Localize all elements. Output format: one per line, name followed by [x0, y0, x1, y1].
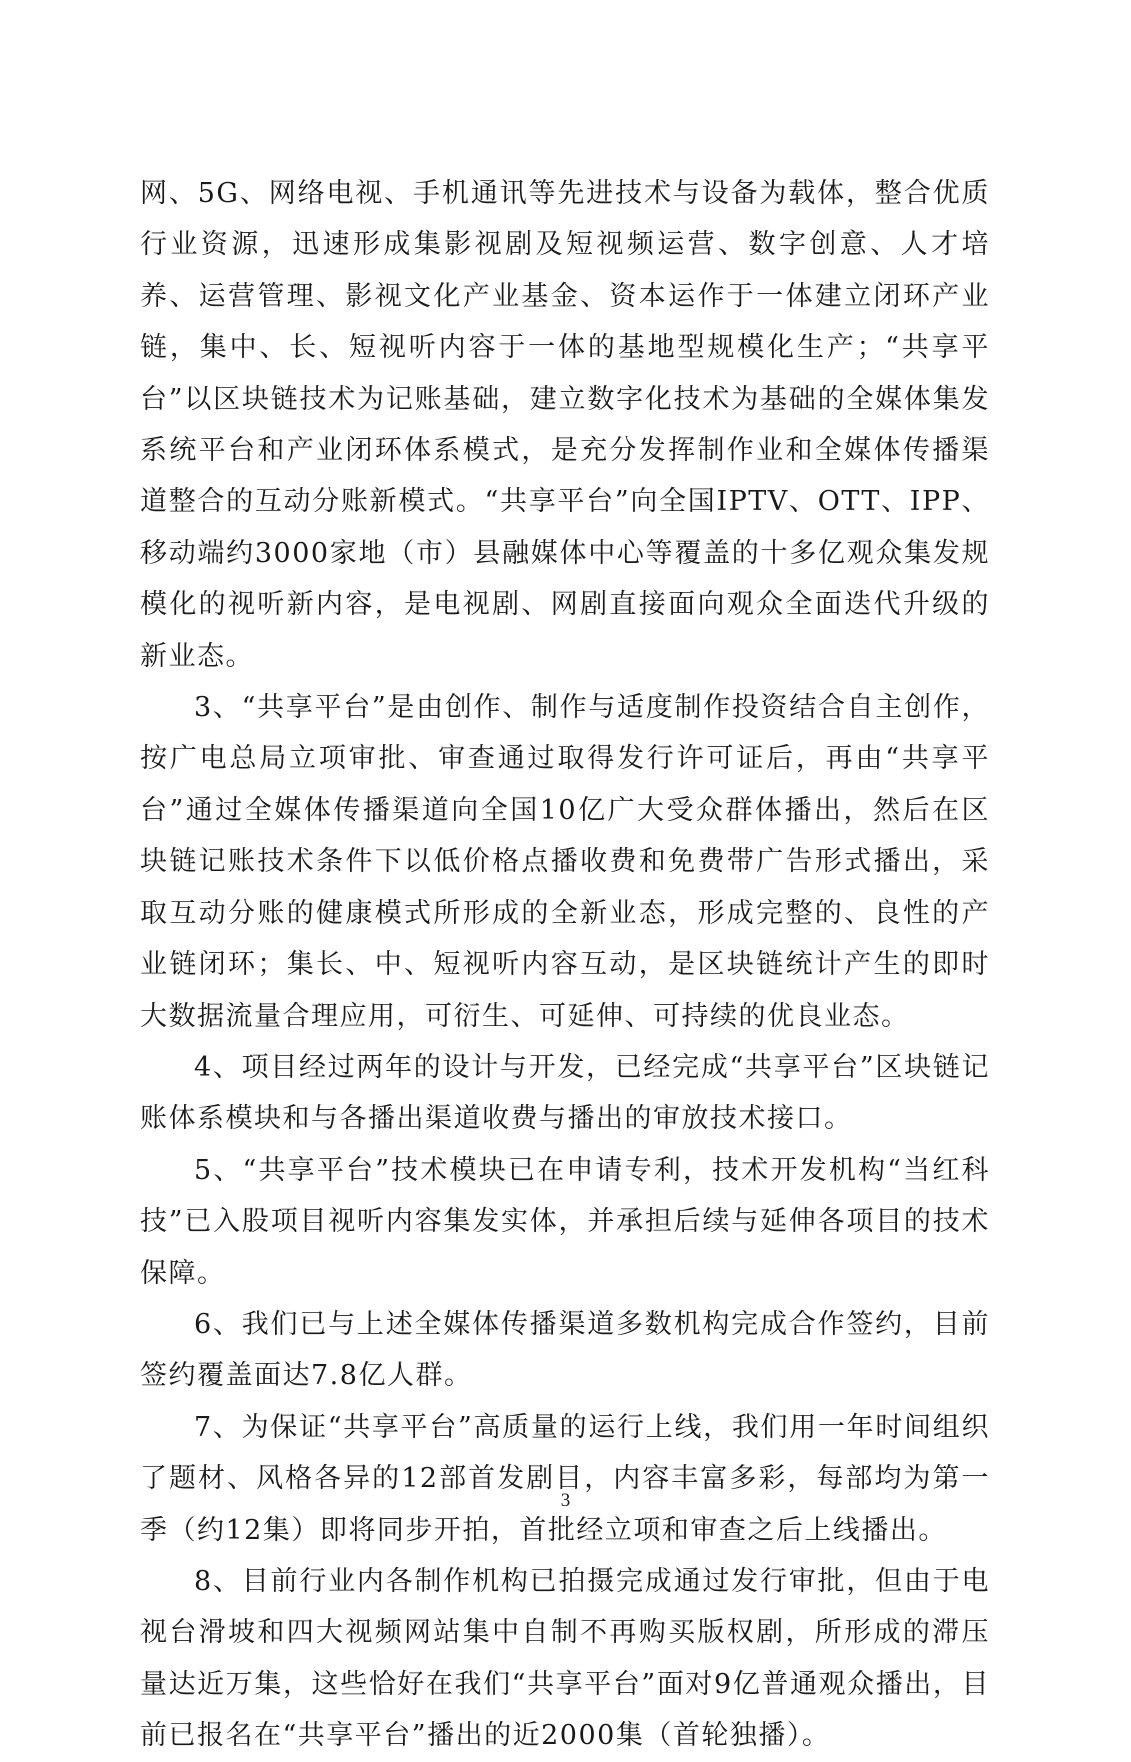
paragraph-item-3: 3、“共享平台”是由创作、制作与适度制作投资结合自主创作，按广电总局立项审批、审查通过取得发行许可证后，再由“共享平台”通过全媒体传播渠道向全国10亿广大受众群体播出，然后在区块链记账技术条件下以低价格点播收费和免费带广告形式播出，采取互动分账的健康模式所形成的全新业态，形成完整的、良性的产业链闭环；集长、中、短视听内容互动，是区块链统计产生的即时大数据流量合理应用，可衍生、可延伸、可持续的优良业态。 [140, 692, 990, 1032]
paragraph-continuation: 网、5G、网络电视、手机通讯等先进技术与设备为载体，整合优质行业资源，迅速形成集影视剧及短视频运营、数字创意、人才培养、运营管理、影视文化产业基金、资本运作于一体建立闭环产业链，集中、长、短视听内容于一体的基地型规模化生产；“共享平台”以区块链技术为记账基础，建立数字化技术为基础的全媒体集发系统平台和产业闭环体系模式，是充分发挥制作业和全媒体传播渠道整合的互动分账新模式。“共享平台”向全国IPTV、OTT、IPP、移动端约3000家地（市）县融媒体中心等覆盖的十多亿观众集发规模化的视听新内容，是电视剧、网剧直接面向观众全面迭代升级的新业态。 [140, 178, 990, 672]
paragraph-item-5: 5、“共享平台”技术模块已在申请专利，技术开发机构“当红科技”已入股项目视听内容集发实体，并承担后续与延伸各项目的技术保障。 [140, 1154, 990, 1289]
paragraph-item-6: 6、我们已与上述全媒体传播渠道多数机构完成合作签约，目前签约覆盖面达7.8亿人群。 [140, 1308, 990, 1392]
paragraph-item-7: 7、为保证“共享平台”高质量的运行上线，我们用一年时间组织了题材、风格各异的12部首发剧目，内容丰富多彩，每部均为第一季（约12集）即将同步开拍，首批经立项和审查之后上线播出。 [140, 1411, 990, 1546]
paragraph-item-4: 4、项目经过两年的设计与开发，已经完成“共享平台”区块链记账体系模块和与各播出渠道收费与播出的审放技术接口。 [140, 1051, 990, 1135]
page-number: 3 [560, 1490, 571, 1511]
document-body [140, 168, 990, 1762]
paragraph-item-8: 8、目前行业内各制作机构已拍摄完成通过发行审批，但由于电视台滑坡和四大视频网站集中自制不再购买版权剧，所形成的滞压量达近万集，这些恰好在我们“共享平台”面对9亿普通观众播出，目前已报名在“共享平台”播出的近2000集（首轮独播）。 [140, 1565, 990, 1752]
